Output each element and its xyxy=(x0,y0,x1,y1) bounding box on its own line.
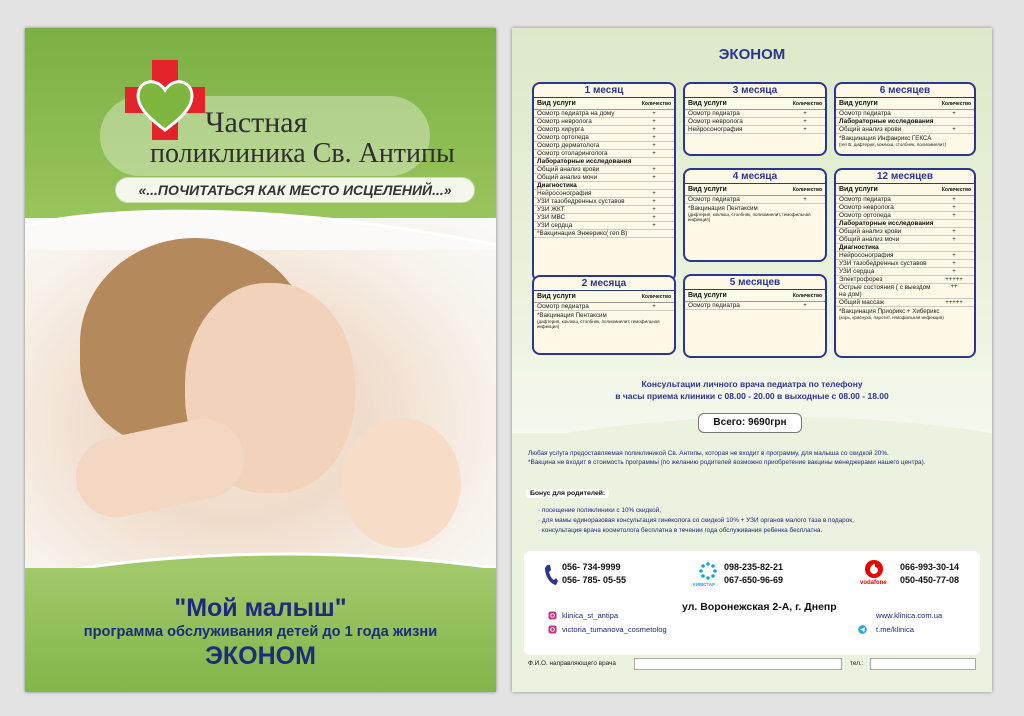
vaccination-name: *Вакцинация Пентаксим xyxy=(688,205,758,212)
card-header xyxy=(685,98,825,110)
service-row xyxy=(836,276,974,284)
card-3-months xyxy=(683,82,827,156)
phone-icon xyxy=(544,564,558,586)
service-qty: + xyxy=(652,151,656,157)
service-rows xyxy=(836,110,974,134)
card-5-months xyxy=(683,274,827,358)
service-qty: + xyxy=(803,111,807,117)
service-row xyxy=(836,110,974,118)
page-title: ЭКОНОМ xyxy=(718,46,786,63)
service-rows xyxy=(836,196,974,307)
service-qty: + xyxy=(652,175,656,181)
program-terms xyxy=(528,449,980,467)
service-row xyxy=(534,110,674,118)
clinic-address: ул. Воронежская 2-А, г. Днепр xyxy=(682,601,837,613)
service-name: Нейросонография xyxy=(839,252,894,259)
service-name: Диагностика xyxy=(839,244,879,251)
service-row xyxy=(836,299,974,307)
service-qty: +++++ xyxy=(945,277,963,283)
instagram-cosmetolog-link[interactable]: victoria_tumanova_cosmetolog xyxy=(562,625,667,634)
service-row xyxy=(685,126,825,134)
service-qty: + xyxy=(952,253,956,259)
service-qty: + xyxy=(803,127,807,133)
card-6-months xyxy=(834,82,976,156)
col-qty: Количество xyxy=(641,294,671,300)
service-qty xyxy=(637,158,671,165)
vaccine-note: *Вакцина не входит в стоимость программы (по желанию родителей возможно приобретение вакцины менеджерами нашего центра). xyxy=(528,459,926,466)
col-qty: Количество xyxy=(941,101,971,107)
kyivstar-phone-2[interactable]: 067-650-96-69 xyxy=(724,575,784,585)
green-heart-icon xyxy=(135,76,195,132)
service-row xyxy=(836,228,974,236)
service-name: УЗИ МВС xyxy=(537,214,566,221)
service-name: Осмотр невролога xyxy=(688,118,743,125)
vaccination-note xyxy=(836,134,974,148)
discount-text: Любая услуга предоставляемая поликлиникой Св. Антипы, которая не входит в программу, для малыша со скидкой 20%. xyxy=(528,450,889,457)
telegram-link[interactable]: t.me/klinica xyxy=(876,625,914,634)
col-qty: Количество xyxy=(641,101,671,107)
service-qty: + xyxy=(652,127,656,133)
col-service: Вид услуги xyxy=(688,100,727,107)
vodafone-logo-icon xyxy=(864,559,884,579)
service-name: Осмотр педиатра xyxy=(839,196,891,203)
slogan: «...ПОЧИТАТЬСЯ КАК МЕСТО ИСЦЕЛЕНИЙ...» xyxy=(115,177,475,203)
vaccination-note xyxy=(685,204,825,223)
service-name: Лабораторные исследования xyxy=(839,118,934,125)
service-row xyxy=(685,118,825,126)
telegram-icon xyxy=(858,625,867,634)
service-qty: + xyxy=(952,229,956,235)
section-row xyxy=(836,220,974,228)
service-name: УЗИ сердца xyxy=(839,268,875,275)
service-name: Осмотр невролога xyxy=(537,118,592,125)
service-row xyxy=(836,284,974,299)
service-row xyxy=(685,196,825,204)
card-title: 1 месяц xyxy=(534,84,674,98)
landline-phone-2[interactable]: 056- 785- 05-55 xyxy=(562,575,627,585)
service-row xyxy=(685,110,825,118)
referring-doctor-field[interactable] xyxy=(634,658,842,670)
service-name: Лабораторные исследования xyxy=(839,220,934,227)
service-qty xyxy=(937,244,971,251)
card-4-months xyxy=(683,168,827,262)
service-name: Общий анализ крови xyxy=(839,228,902,235)
card-header xyxy=(534,291,674,303)
service-row xyxy=(836,212,974,220)
service-name: *Вакцинация Энжерикс( геп В) xyxy=(537,230,628,237)
consultation-line-2: в часы приема клиники с 08.00 - 20.00 в выходные с 08.00 - 18.00 xyxy=(615,391,889,401)
card-title: 12 месяцев xyxy=(836,170,974,184)
clinic-logo xyxy=(95,46,475,216)
service-rows xyxy=(534,303,674,311)
instagram-icon xyxy=(548,625,557,634)
service-name: Лабораторные исследования xyxy=(537,158,632,165)
service-qty: + xyxy=(652,304,656,310)
service-qty xyxy=(937,118,971,125)
service-qty: + xyxy=(803,119,807,125)
service-qty: + xyxy=(803,303,807,309)
col-service: Вид услуги xyxy=(537,100,576,107)
service-qty: + xyxy=(652,199,656,205)
card-title: 5 месяцев xyxy=(685,276,825,290)
service-name: УЗИ тазобедренных суставов xyxy=(537,198,625,205)
service-name: Нейросонография xyxy=(688,126,743,133)
service-row xyxy=(534,222,674,230)
total-price: Всего: 9690грн xyxy=(698,413,802,433)
service-qty: ++ xyxy=(950,284,958,290)
consultation-line-1: Консультации личного врача педиатра по телефону xyxy=(641,379,863,389)
consultation-info xyxy=(512,378,992,402)
card-2-months xyxy=(532,275,676,355)
service-name: Осмотр ортопеда xyxy=(839,212,891,219)
section-row xyxy=(836,118,974,126)
section-row xyxy=(534,158,674,166)
vaccination-note xyxy=(836,307,974,321)
service-name: Нейросонография xyxy=(537,190,592,197)
service-row xyxy=(836,204,974,212)
card-title: 2 месяца xyxy=(534,277,674,291)
service-row xyxy=(534,214,674,222)
col-service: Вид услуги xyxy=(688,186,727,193)
service-qty: + xyxy=(652,223,656,229)
service-row xyxy=(836,196,974,204)
service-name: УЗИ тазобедренных суставов xyxy=(839,260,927,267)
service-qty xyxy=(637,230,671,237)
section-row xyxy=(534,182,674,190)
col-qty: Количество xyxy=(792,101,822,107)
service-name: Общий массаж xyxy=(839,299,884,306)
service-qty: + xyxy=(952,111,956,117)
service-name: Осмотр хирурга xyxy=(537,126,584,133)
vodafone-phone-2[interactable]: 050-450-77-08 xyxy=(900,575,960,585)
section-row xyxy=(836,244,974,252)
service-name: Осмотр педиатра xyxy=(839,110,891,117)
card-title: 6 месяцев xyxy=(836,84,974,98)
bonus-title: Бонус для родителей: xyxy=(526,489,609,498)
service-name: УЗИ ЖКТ xyxy=(537,206,565,213)
service-row xyxy=(534,126,674,134)
col-service: Вид услуги xyxy=(839,186,878,193)
service-qty: + xyxy=(652,119,656,125)
card-header xyxy=(685,290,825,302)
tel-field[interactable] xyxy=(870,658,976,670)
bonus-item: · консультация врача косметолога бесплатна в течении года обслуживания ребенка бесплатна. xyxy=(538,527,823,534)
tel-label: тел.: xyxy=(850,660,864,667)
card-header xyxy=(685,184,825,196)
service-name: Общий анализ крови xyxy=(537,166,600,173)
card-1-month xyxy=(532,82,676,282)
col-qty: Количество xyxy=(941,187,971,193)
right-page xyxy=(512,28,992,692)
service-row xyxy=(534,198,674,206)
service-qty: + xyxy=(952,197,956,203)
service-row xyxy=(836,268,974,276)
service-qty: + xyxy=(652,215,656,221)
service-name: Осмотр ортопеда xyxy=(537,134,589,141)
service-name: Осмотр невролога xyxy=(839,204,894,211)
instagram-clinic-link[interactable]: klinica_st_antipa xyxy=(562,611,619,620)
service-row xyxy=(836,252,974,260)
service-qty: + xyxy=(952,261,956,267)
service-rows xyxy=(685,110,825,134)
service-qty: + xyxy=(952,205,956,211)
service-name: Осмотр педиатра xyxy=(537,303,589,310)
service-name: Осмотр педиатра на дому xyxy=(537,110,615,117)
service-name: Осмотр педиатра xyxy=(688,110,740,117)
service-qty: + xyxy=(952,237,956,243)
card-header xyxy=(836,98,974,110)
service-row xyxy=(534,206,674,214)
vaccination-name: *Вакцинация Инфанрикс ГЕКСА xyxy=(839,135,932,142)
logo-line-1: Частная xyxy=(205,106,308,139)
service-row xyxy=(836,260,974,268)
service-row xyxy=(534,166,674,174)
card-header xyxy=(836,184,974,196)
kyivstar-phone-1[interactable]: 098-235-82-21 xyxy=(724,562,784,572)
service-qty: + xyxy=(652,191,656,197)
service-rows xyxy=(685,196,825,204)
service-row xyxy=(534,118,674,126)
service-name: Общий анализ мочи xyxy=(839,236,900,243)
service-row xyxy=(534,303,674,311)
service-qty: + xyxy=(652,111,656,117)
website-link[interactable]: www.klinica.com.ua xyxy=(876,611,943,620)
program-subtitle: программа обслуживания детей до 1 года жизни xyxy=(83,624,438,640)
baby-head xyxy=(341,418,461,548)
col-qty: Количество xyxy=(792,187,822,193)
bonus-item: · посещение поликлиники с 10% скидкой, xyxy=(538,507,662,514)
photo-top-wave xyxy=(25,200,496,250)
kyivstar-label: КИЇВСТАР xyxy=(693,582,716,587)
col-service: Вид услуги xyxy=(537,293,576,300)
bonus-item: · для мамы единоразовая консультация гинеколога со скидкой 10% + УЗИ органов малого таза в подарок, xyxy=(538,517,854,524)
vaccination-note xyxy=(534,311,674,330)
service-qty xyxy=(637,182,671,189)
service-rows xyxy=(685,302,825,310)
service-name: Общий анализ крови xyxy=(839,126,902,133)
vaccination-details: (корь, краснуха, паротит, гемофильная инфекция) xyxy=(839,315,944,320)
service-qty xyxy=(937,220,971,227)
col-service: Вид услуги xyxy=(839,100,878,107)
service-qty: + xyxy=(652,207,656,213)
vaccination-details: (дифтерия, коклюш, столбняк, полиомиелит, гемофильная инфекция) xyxy=(537,319,660,329)
service-name: УЗИ сердца xyxy=(537,222,573,229)
service-qty: + xyxy=(952,127,956,133)
vaccination-details: (дифтерия, коклюш, столбняк, полиомиелит, гемофильная инфекция) xyxy=(688,212,811,222)
service-name: Общий анализ мочи xyxy=(537,174,598,181)
vaccination-name: *Вакцинация Приорикс + Хиберикс xyxy=(839,308,940,315)
col-service: Вид услуги xyxy=(688,292,727,299)
program-tier: ЭКОНОМ xyxy=(205,642,316,670)
vaccination-details: (геп В, дифтерия, коклюш, столбняк, полиомиелит) xyxy=(839,142,946,147)
service-name: Осмотр педиатра xyxy=(688,196,740,203)
service-qty: + xyxy=(652,167,656,173)
left-page xyxy=(25,28,496,692)
vodafone-phone-1[interactable]: 066-993-30-14 xyxy=(900,562,960,572)
service-qty: +++++ xyxy=(945,300,963,306)
referring-doctor-label: Ф.И.О. направляющего врача xyxy=(528,660,616,667)
col-qty: Количество xyxy=(792,293,822,299)
service-row xyxy=(836,126,974,134)
service-row xyxy=(534,174,674,182)
service-rows xyxy=(534,110,674,238)
service-name: Осмотр отоларинголога xyxy=(537,150,608,157)
service-qty: + xyxy=(652,143,656,149)
service-name: Осмотр дерматолога xyxy=(537,142,600,149)
kyivstar-logo-icon xyxy=(698,561,718,581)
bonus-list xyxy=(538,506,978,536)
service-row xyxy=(836,236,974,244)
service-name: Электрофорез xyxy=(839,276,883,283)
landline-phone-1[interactable]: 056- 734-9999 xyxy=(562,562,621,572)
card-header xyxy=(534,98,674,110)
card-title: 3 месяца xyxy=(685,84,825,98)
service-qty: + xyxy=(652,135,656,141)
card-12-months xyxy=(834,168,976,358)
service-row xyxy=(534,142,674,150)
service-row xyxy=(534,150,674,158)
vodafone-label: vodafone xyxy=(860,580,887,586)
service-row xyxy=(685,302,825,310)
instagram-icon xyxy=(548,611,557,620)
service-row xyxy=(534,190,674,198)
service-name: Острые состояния ( с выездом на дом) xyxy=(839,284,931,298)
service-name: Осмотр педиатра xyxy=(688,302,740,309)
program-title: "Мой малыш" xyxy=(174,594,347,622)
service-row xyxy=(534,230,674,238)
service-row xyxy=(534,134,674,142)
service-qty: + xyxy=(952,269,956,275)
service-qty: + xyxy=(803,197,807,203)
vaccination-name: *Вакцинация Пентаксим xyxy=(537,312,607,319)
card-title: 4 месяца xyxy=(685,170,825,184)
service-name: Диагностика xyxy=(537,182,577,189)
service-qty: + xyxy=(952,213,956,219)
logo-line-2: поликлиника Св. Антипы xyxy=(150,138,455,169)
